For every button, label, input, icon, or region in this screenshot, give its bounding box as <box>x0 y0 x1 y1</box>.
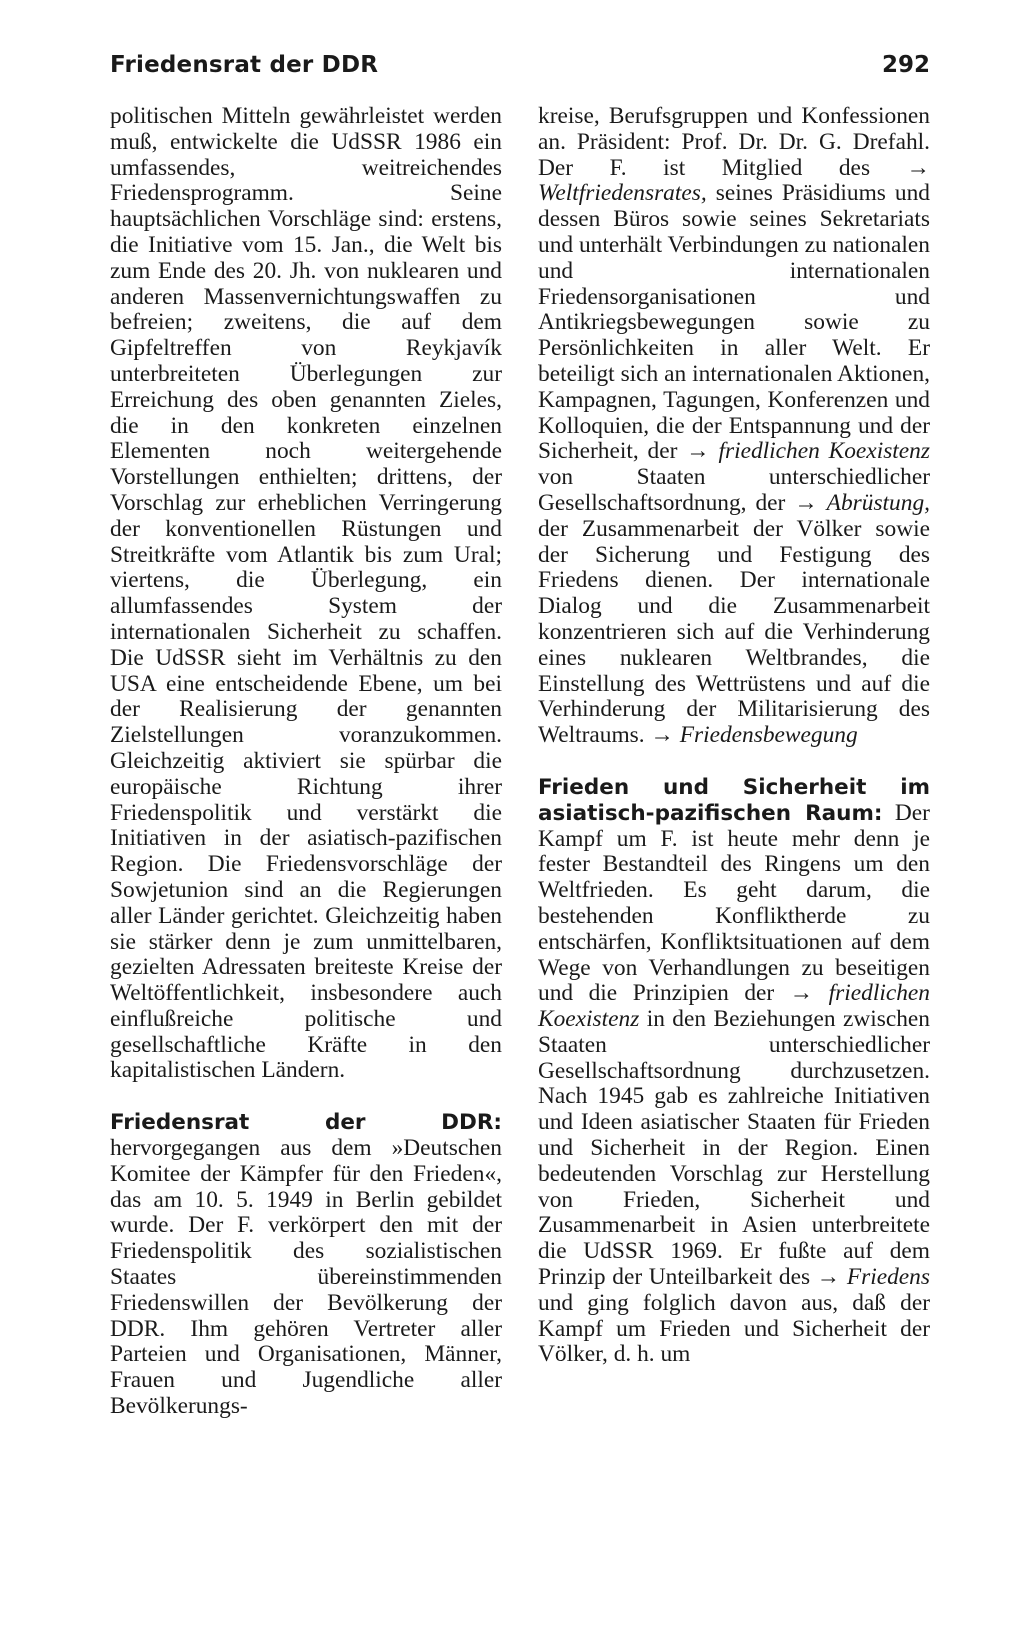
cross-reference-link[interactable]: Abrüstung, <box>826 489 930 516</box>
cross-reference-link[interactable]: friedlichen Koexistenz <box>538 980 930 1033</box>
cross-reference-arrow: → <box>686 438 710 465</box>
cross-reference-arrow: → <box>816 1264 841 1291</box>
cross-reference-link[interactable]: Weltfriedensrates, <box>538 180 707 207</box>
right-column <box>538 104 930 1368</box>
entry-text: Der Kampf um F. ist heute mehr denn je fester Bestandteil des Ringens um den Weltfrieden. Es geht darum, die bestehenden Konfliktherde zu entschärfen, Konfliktsituationen auf dem Wege von Verhandlungen zu beseitigen und die Prinzipien der <box>538 799 930 1007</box>
paragraph-friedensprogramm <box>110 104 502 1084</box>
entry-frieden-und-sicherheit <box>538 775 930 1368</box>
paragraph-text: der Zusammenarbeit der Völker sowie der Sicherung und Festigung des Friedens dienen. Der internationale Dialog und die Zusammenarbeit konzentrieren sich auf die Verhinderung eines nuklearen Weltbrandes, die Einstellung des Wettrüstens und auf die Verhinderung der Militarisierung des Weltraums. <box>538 515 930 749</box>
left-column <box>110 104 502 1420</box>
cross-reference-link[interactable]: Friedens <box>846 1264 930 1291</box>
entry-term: Friedensrat der DDR: <box>110 1110 502 1136</box>
entry-text: in den Beziehungen zwischen Staaten unterschiedlicher Gesellschaftsordnung durchzusetzen. Nach 1945 gab es zahlreiche Initiativen und Ideen asiatischer Staaten für Frieden und Sicherheit in der Region. Einen bedeutenden Vorschlag zur Herstellung von Frieden, Sicherheit und Zusammenarbeit in Asien unterbreitete die UdSSR 1969. Er fußte auf dem Prinzip der Unteilbarkeit des <box>538 1006 930 1291</box>
paragraph-text: von Staaten unterschiedlicher Gesellschaftsordnung, der <box>538 464 930 516</box>
entry-term: Frieden und Sicherheit im asiatisch-pazifischen Raum: <box>538 774 930 826</box>
entry-friedensrat-der-ddr <box>110 1110 502 1420</box>
cross-reference-link[interactable]: friedlichen Koexistenz <box>718 438 930 465</box>
paragraph-friedensrat-continued <box>538 104 930 749</box>
paragraph-text: politischen Mitteln gewährleistet werden muß, entwickelte die UdSSR 1986 ein umfassendes, weitreichendes Friedensprogramm. Seine hauptsächlichen Vorschläge sind: erstens, die Initiative vom 15. Jan., die Welt bis zum Ende des 20. Jh. von nuklearen und anderen Massenvernichtungswaffen zu befreien; zweitens, die auf dem Gipfeltreffen von Reykjavík unterbreiteten Überlegungen zur Erreichung des oben genannten Zieles, die in den konkreten einzelnen Elementen noch weitergehende Vorstellungen enthielten; drittens, der Vorschlag zur erheblichen Verringerung der konventionellen Rüstungen und Streitkräfte vom Atlantik bis zum Ural; viertens, die Überlegung, ein allumfassendes System der internationalen Sicherheit zu schaffen. Die UdSSR sieht im Verhältnis zu den USA eine entscheidende Ebene, um bei der Realisierung der genannten Zielstellungen voranzukommen. Gleichzeitig aktiviert sie spürbar die europäische Richtung ihrer Friedenspolitik und verstärkt die Initiativen in der asiatisch-pazifischen Region. Die Friedensvorschläge der Sowjetunion sind an die Regierungen aller Länder gerichtet. Gleichzeitig haben sie stärker denn je zum unmittelbaren, gezielten Adressaten breiteste Kreise der Weltöffentlichkeit, insbesondere auch einflußreiche politische und gesellschaftliche Kräfte in den kapitalistischen Ländern. <box>110 103 502 1084</box>
entry-text: hervorgegangen aus dem »Deutschen Komitee der Kämpfer für den Frieden«, das am 10. 5. 1949 in Berlin gebildet wurde. Der F. verkörpert den mit der Friedenspolitik des sozialistischen Staates übereinstimmenden Friedenswillen der Bevölkerung der DDR. Ihm gehören Vertreter aller Parteien und Organisationen, Männer, Frauen und Jugendliche aller Bevölkerungs- <box>110 1135 502 1420</box>
cross-reference-arrow: → <box>650 722 674 749</box>
paragraph-text: seines Präsidiums und dessen Büros sowie seines Sekretariats und unterhält Verbindungen zu nationalen und internationalen Friedensorganisationen und Antikriegsbewegungen sowie zu Persönlichkeiten in aller Welt. Er beteiligt sich an internationalen Aktionen, Kampagnen, Tagungen, Konferenzen und Kolloquien, die der Entspannung und der Sicherheit, der <box>538 180 930 465</box>
page-number: 292 <box>881 52 930 78</box>
cross-reference-link[interactable]: Friedensbewegung <box>679 722 858 749</box>
cross-reference-arrow: → <box>789 980 814 1007</box>
cross-reference-arrow: → <box>794 489 818 516</box>
cross-reference-arrow: → <box>906 154 930 181</box>
entry-text: und ging folglich davon aus, daß der Kampf um Frieden und Sicherheit der Völker, d. h. um <box>538 1289 930 1368</box>
page-header <box>110 52 930 86</box>
paragraph-text: kreise, Berufsgruppen und Konfessionen an. Präsident: Prof. Dr. Dr. G. Drefahl. Der F. ist Mitglied des <box>538 103 930 181</box>
running-title: Friedensrat der DDR <box>110 52 379 78</box>
